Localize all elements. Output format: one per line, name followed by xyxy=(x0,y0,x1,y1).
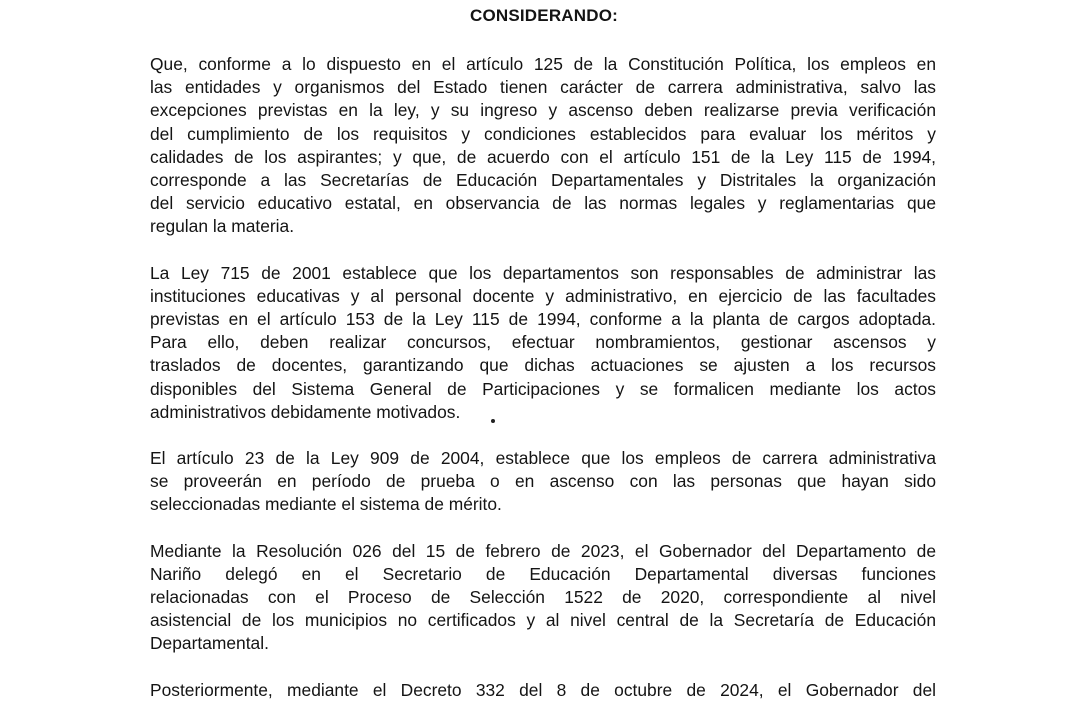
text-line: traslados de docentes, garantizando que dichas actuaciones se ajusten a los recursos xyxy=(150,355,936,376)
text-line: Que, conforme a lo dispuesto en el artículo 125 de la Constitución Política, los empleos en xyxy=(150,54,936,74)
paragraph-decreto-332 xyxy=(150,679,936,702)
text-line: Posteriormente, mediante el Decreto 332 del 8 de octubre de 2024, el Gobernador del xyxy=(150,679,936,700)
text-line: previstas en el artículo 153 de la Ley 115 de 1994, conforme a la planta de cargos adoptada. xyxy=(150,309,936,330)
paragraph-ley-715 xyxy=(150,262,936,424)
text-line: corresponde a las Secretarías de Educación Departamentales y Distritales la organización xyxy=(150,170,936,191)
text-line: Mediante la Resolución 026 del 15 de febrero de 2023, el Gobernador del Departamento de xyxy=(150,540,936,561)
text-line: excepciones previstas en la ley, y su ingreso y ascenso deben realizarse previa verificación xyxy=(150,100,936,121)
text-line: asistencial de los municipios no certificados y al nivel central de la Secretaría de Educación xyxy=(150,610,936,631)
scan-speck xyxy=(491,419,495,423)
text-line: disponibles del Sistema General de Participaciones y se formalicen mediante los actos xyxy=(150,378,936,399)
text-line: administrativos debidamente motivados. xyxy=(150,401,461,422)
section-heading: CONSIDERANDO: xyxy=(469,6,619,25)
text-line: calidades de los aspirantes; y que, de acuerdo con el artículo 151 de la Ley 115 de 1994, xyxy=(150,146,936,167)
text-line: del cumplimiento de los requisitos y condiciones establecidos para evaluar los méritos y xyxy=(150,123,936,144)
paragraph-resolucion-026 xyxy=(150,540,936,656)
paragraph-ley-909 xyxy=(150,447,936,517)
text-line: Departamental. xyxy=(150,633,269,654)
text-line: se proveerán en período de prueba o en ascenso con las personas que hayan sido xyxy=(150,471,936,492)
text-line: Nariño delegó en el Secretario de Educación Departamental diversas funciones xyxy=(150,563,936,584)
text-line: instituciones educativas y al personal docente y administrativo, en ejercicio de las facultades xyxy=(150,285,936,306)
text-line: las entidades y organismos del Estado tienen carácter de carrera administrativa, salvo las xyxy=(150,77,936,98)
text-line: relacionadas con el Proceso de Selección 1522 de 2020, correspondiente al nivel xyxy=(150,587,936,608)
text-line: El artículo 23 de la Ley 909 de 2004, establece que los empleos de carrera administrativa xyxy=(150,448,936,469)
text-line: del servicio educativo estatal, en observancia de las normas legales y reglamentarias que xyxy=(150,193,936,214)
document-body xyxy=(150,53,936,725)
paragraph-constitucion xyxy=(150,53,936,239)
text-line: Para ello, deben realizar concursos, efectuar nombramientos, gestionar ascensos y xyxy=(150,332,936,353)
text-line: La Ley 715 de 2001 establece que los departamentos son responsables de administrar las xyxy=(150,262,936,283)
text-line: seleccionadas mediante el sistema de mérito. xyxy=(150,494,502,515)
text-line: regulan la materia. xyxy=(150,216,295,237)
